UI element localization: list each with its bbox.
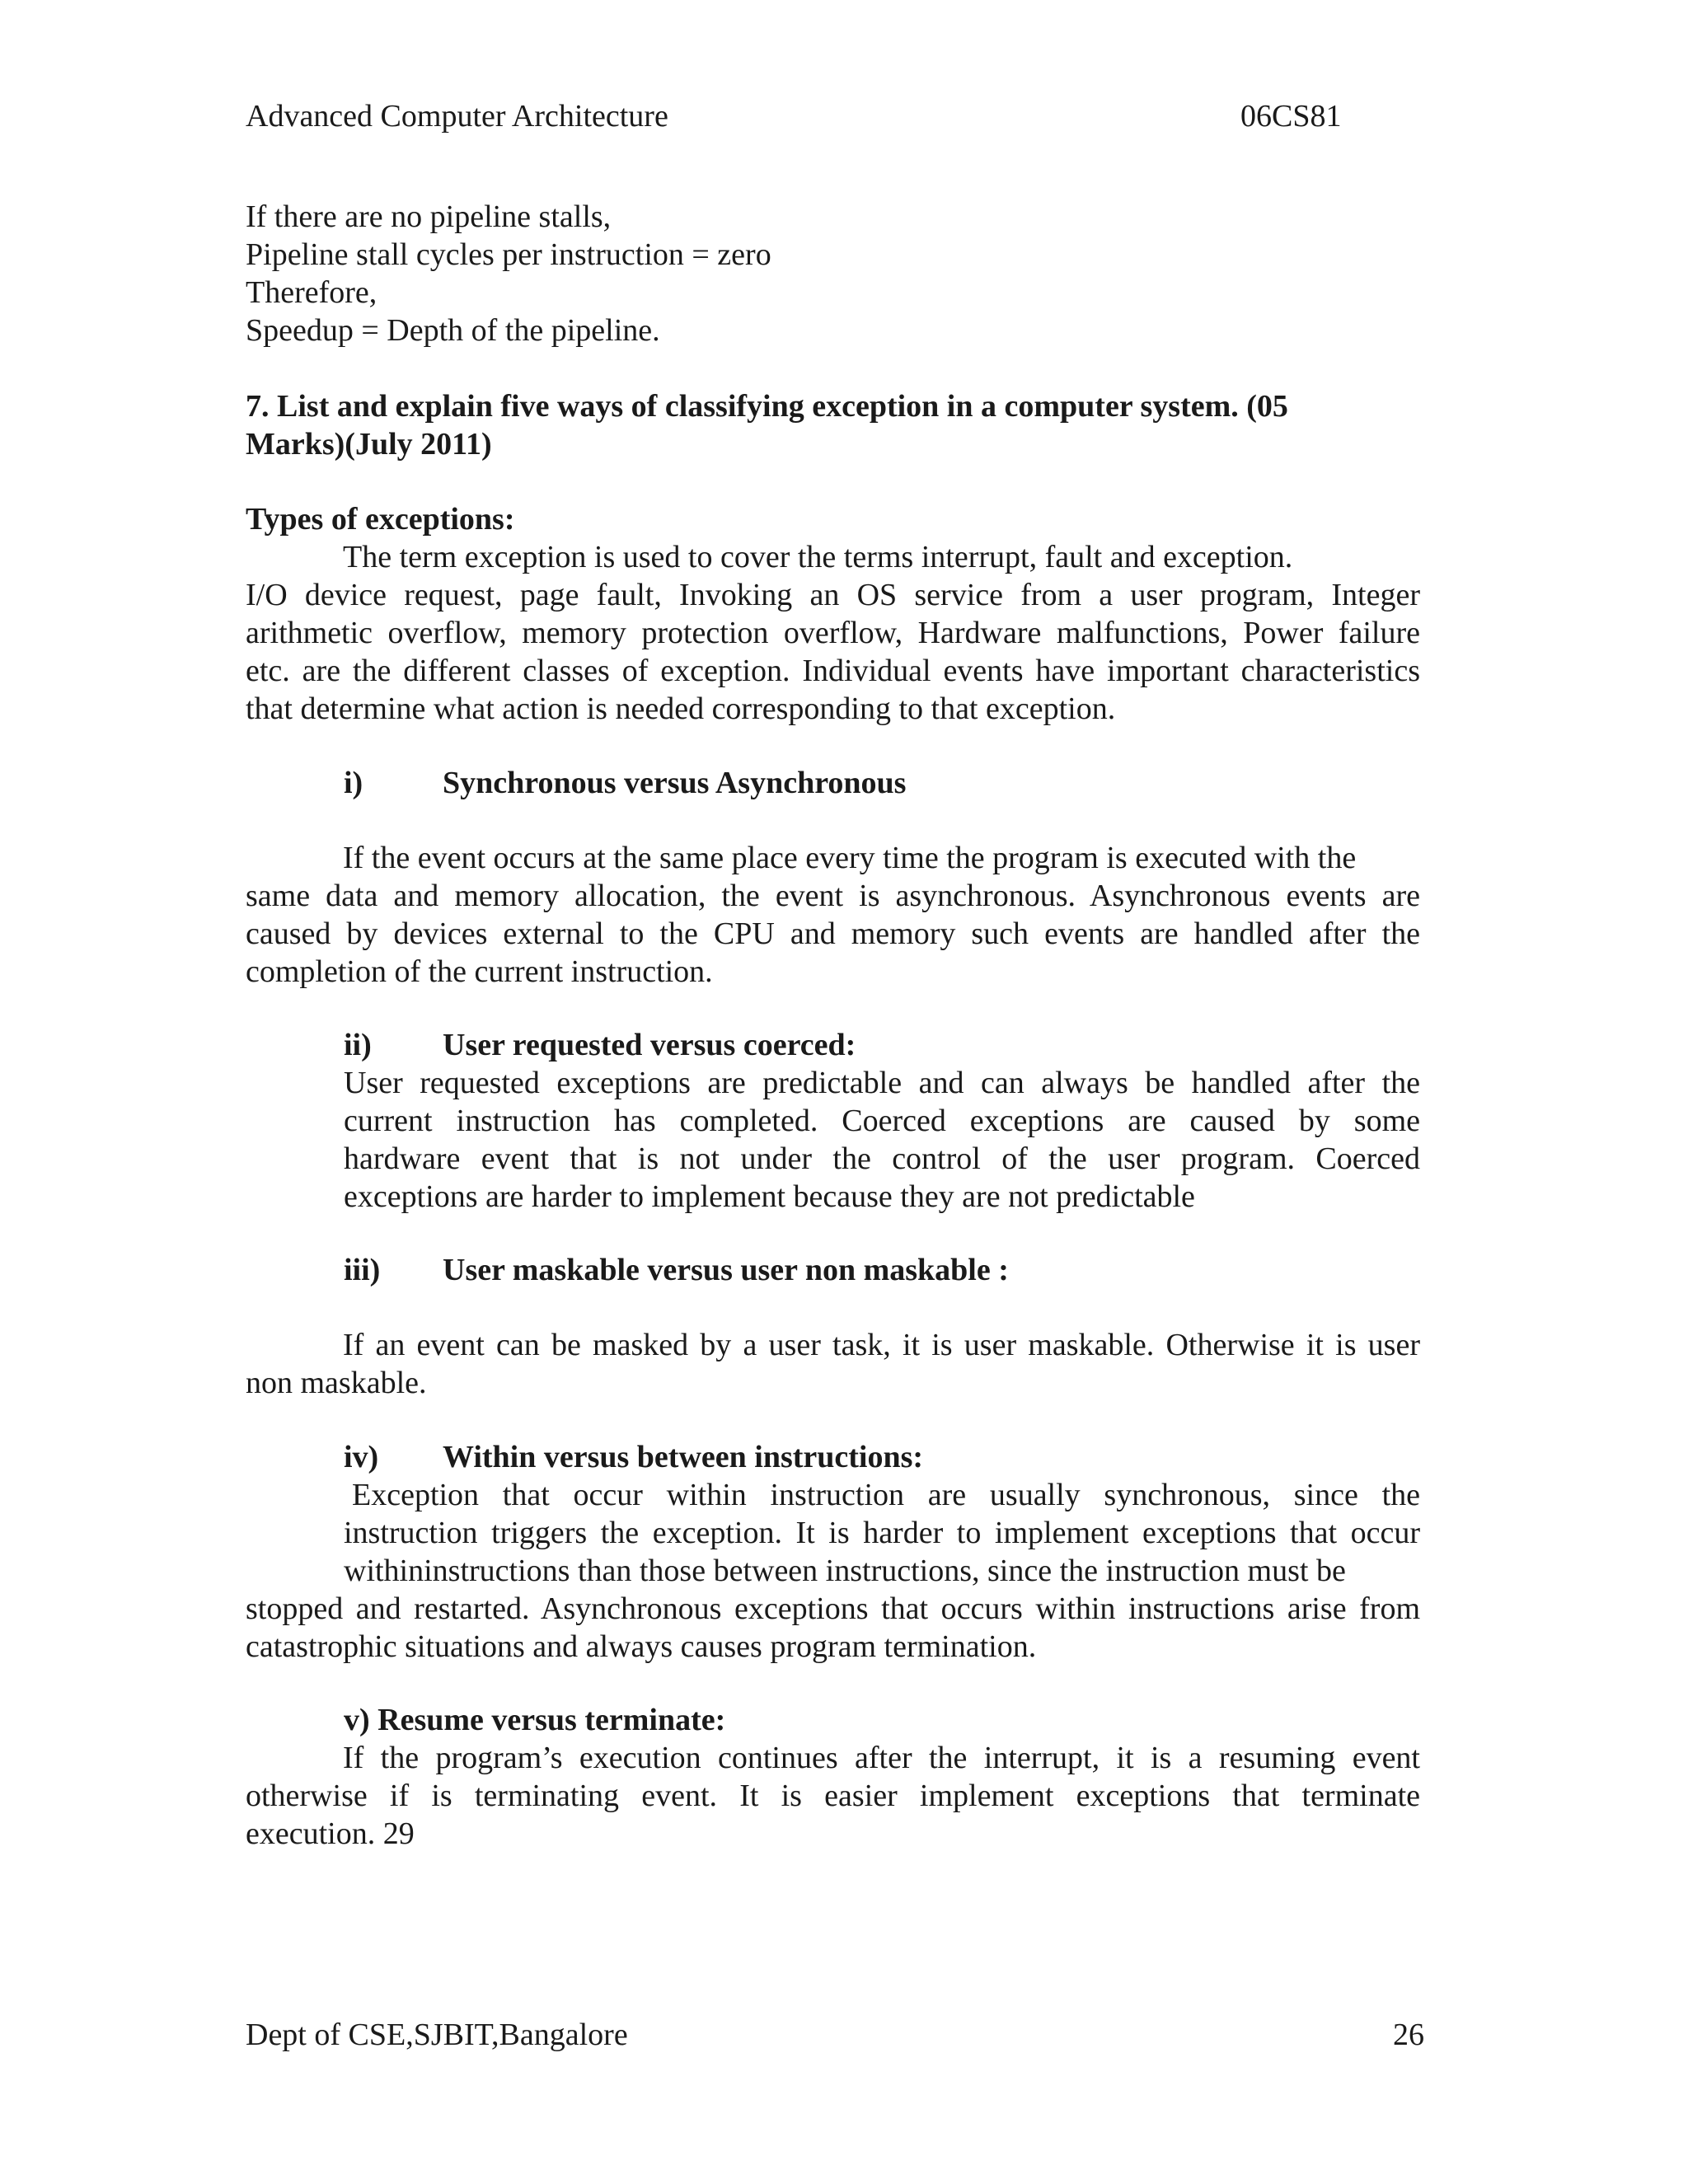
- types-line: I/O device request, page fault, Invoking an OS service from a user program, Integer: [246, 578, 1420, 612]
- types-line: etc. are the different classes of exception. Individual events have important characteristics: [246, 654, 1420, 688]
- section-line: completion of the current instruction.: [246, 954, 713, 989]
- intro-line: Therefore,: [246, 275, 377, 310]
- section-line: same data and memory allocation, the event is asynchronous. Asynchronous events are: [246, 879, 1420, 913]
- section-line: If the event occurs at the same place every time the program is executed with the: [343, 841, 1357, 875]
- section-line: caused by devices external to the CPU and memory such events are handled after the: [246, 916, 1420, 951]
- section-line: stopped and restarted. Asynchronous exceptions that occurs within instructions arise from: [246, 1591, 1420, 1626]
- intro-paragraph: [246, 198, 1420, 349]
- section-title: User maskable versus user non maskable :: [443, 1253, 1009, 1287]
- question-line-2: Marks)(July 2011): [246, 427, 492, 462]
- question-line-1: 7. List and explain five ways of classifying exception in a computer system. (05: [246, 389, 1288, 424]
- header-course-code: 06CS81: [1240, 99, 1342, 134]
- section-body: [352, 1476, 1420, 1514]
- section-body: [246, 1739, 1420, 1853]
- section-line: non maskable.: [246, 1366, 427, 1400]
- section-line: current instruction has completed. Coerced exceptions are caused by some: [344, 1104, 1420, 1138]
- section-body: [246, 1590, 1420, 1666]
- section-body: [246, 1326, 1420, 1402]
- header-title: Advanced Computer Architecture: [246, 99, 668, 134]
- types-heading: Types of exceptions:: [246, 502, 515, 537]
- section-number: ii): [344, 1028, 372, 1062]
- intro-line: Speedup = Depth of the pipeline.: [246, 313, 660, 348]
- section-line: If the program’s execution continues after the interrupt, it is a resuming event: [343, 1741, 1420, 1775]
- section-title: Synchronous versus Asynchronous: [443, 766, 907, 800]
- section-line: User requested exceptions are predictable and can always be handled after the: [344, 1066, 1420, 1100]
- types-line: The term exception is used to cover the terms interrupt, fault and exception.: [343, 540, 1293, 574]
- types-line: arithmetic overflow, memory protection overflow, Hardware malfunctions, Power failure: [246, 616, 1420, 650]
- section-title: User requested versus coerced:: [443, 1028, 856, 1062]
- section-line: exceptions are harder to implement because they are not predictable: [344, 1179, 1195, 1214]
- section-line: otherwise if is terminating event. It is easier implement exceptions that terminate: [246, 1779, 1420, 1813]
- section-line: instruction triggers the exception. It is harder to implement exceptions that occur: [344, 1516, 1420, 1550]
- section-line: execution. 29: [246, 1816, 415, 1851]
- types-line: that determine what action is needed corresponding to that exception.: [246, 691, 1116, 726]
- types-section: [246, 500, 1420, 728]
- section-line: withininstructions than those between instructions, since the instruction must be: [344, 1554, 1346, 1588]
- intro-line: Pipeline stall cycles per instruction = zero: [246, 237, 771, 272]
- section-number: iii): [344, 1253, 381, 1287]
- page-number: 26: [1393, 2018, 1424, 2052]
- section-number: iv): [344, 1440, 379, 1474]
- footer-department: Dept of CSE,SJBIT,Bangalore: [246, 2018, 628, 2052]
- section-title: Within versus between instructions:: [443, 1440, 924, 1474]
- intro-line: If there are no pipeline stalls,: [246, 199, 612, 234]
- section-line: Exception that occur within instruction are usually synchronous, since the: [352, 1478, 1420, 1512]
- section-number: i): [344, 766, 363, 800]
- section-line: hardware event that is not under the control of the user program. Coerced: [344, 1141, 1420, 1176]
- section-line: catastrophic situations and always causes program termination.: [246, 1629, 1037, 1664]
- question-heading: [246, 387, 1391, 463]
- section-body: [344, 1064, 1420, 1216]
- section-title: v) Resume versus terminate:: [344, 1703, 726, 1737]
- section-line: If an event can be masked by a user task, it is user maskable. Otherwise it is user: [343, 1328, 1420, 1362]
- section-body: [344, 1514, 1420, 1590]
- section-body: [246, 839, 1420, 991]
